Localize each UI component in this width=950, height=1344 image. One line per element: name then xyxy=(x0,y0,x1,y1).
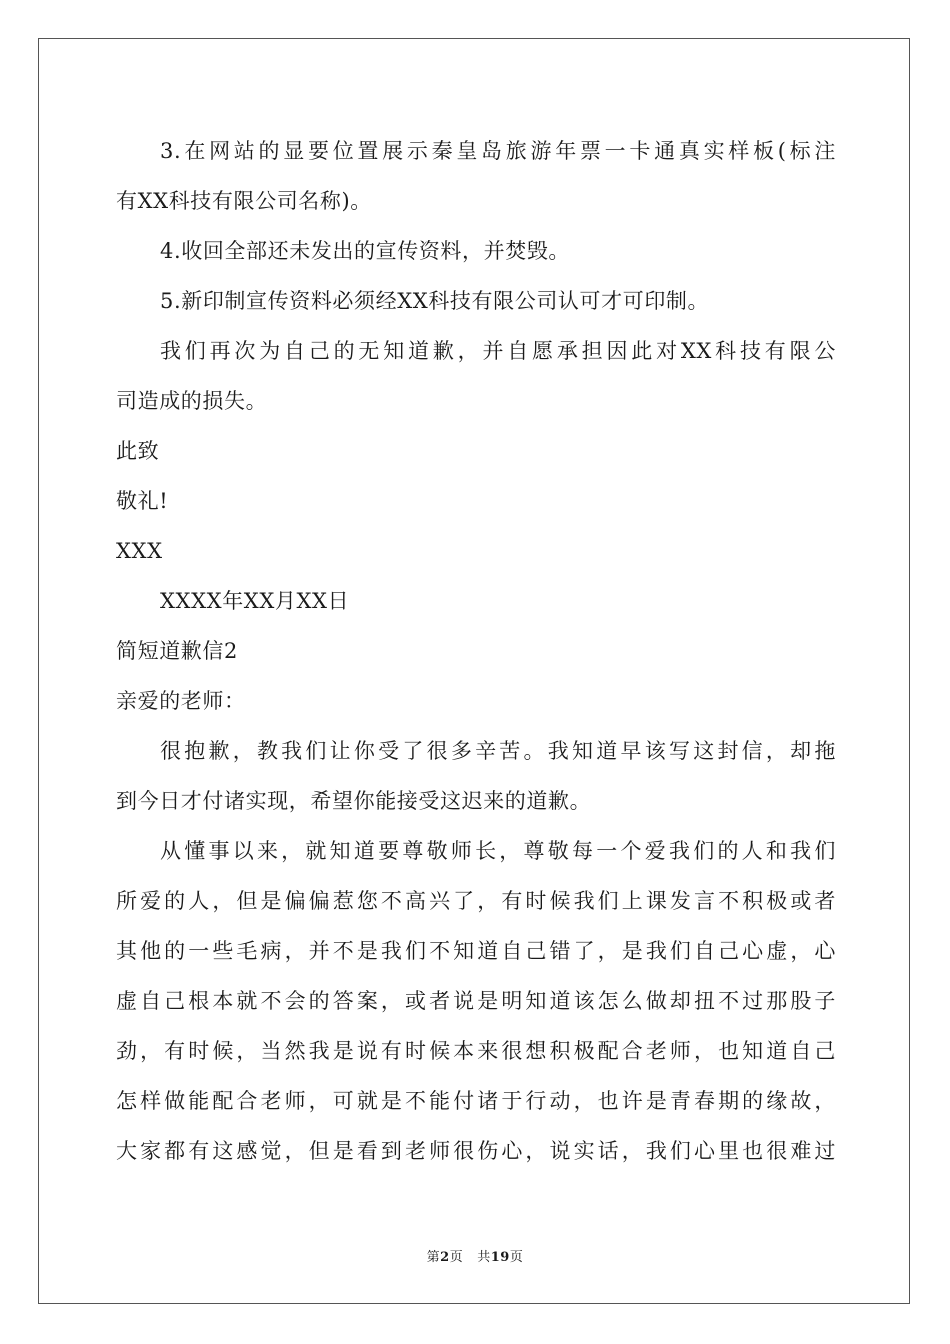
paragraph-line: 5.新印制宣传资料必须经XX科技有限公司认可才可印制。 xyxy=(160,289,710,313)
current-page-number: 2 xyxy=(440,1250,450,1265)
paragraph-line: 司造成的损失。 xyxy=(116,389,268,413)
total-suffix: 页 xyxy=(509,1250,524,1265)
total-prefix: 共 xyxy=(477,1250,491,1265)
paragraph-line: 大家都有这感觉，但是看到老师很伤心，说实话，我们心里也很难过 xyxy=(116,1139,836,1163)
paragraph-line: 我们再次为自己的无知道歉，并自愿承担因此对XX科技有限公 xyxy=(160,339,836,363)
paragraph-line: 到今日才付诸实现，希望你能接受这迟来的道歉。 xyxy=(116,789,592,813)
paragraph-line: 虚自己根本就不会的答案，或者说是明知道该怎么做却扭不过那股子 xyxy=(116,989,836,1013)
salutation-line: 敬礼! xyxy=(116,489,169,513)
paragraph-line: 怎样做能配合老师，可就是不能付诸于行动，也许是青春期的缘故， xyxy=(116,1089,836,1113)
signature-line: XXX xyxy=(116,539,163,563)
paragraph-line: 很抱歉，教我们让你受了很多辛苦。我知道早该写这封信，却拖 xyxy=(160,739,836,763)
page-footer xyxy=(0,1246,950,1265)
document-body xyxy=(116,126,836,1176)
paragraph-line: 所爱的人，但是偏偏惹您不高兴了，有时候我们上课发言不积极或者 xyxy=(116,889,836,913)
paragraph-line: 从懂事以来，就知道要尊敬师长，尊敬每一个爱我们的人和我们 xyxy=(160,839,836,863)
greeting-line: 亲爱的老师： xyxy=(116,689,246,713)
closing-line: 此致 xyxy=(116,439,160,463)
page-prefix: 第 xyxy=(426,1250,441,1265)
section-title: 简短道歉信2 xyxy=(116,639,238,663)
page-suffix: 页 xyxy=(449,1250,464,1265)
paragraph-line: 有XX科技有限公司名称)。 xyxy=(116,189,372,213)
total-page-number: 19 xyxy=(490,1250,510,1265)
date-line: XXXX年XX月XX日 xyxy=(160,589,350,613)
paragraph-line: 3.在网站的显要位置展示秦皇岛旅游年票一卡通真实样板(标注 xyxy=(160,139,836,163)
paragraph-line: 4.收回全部还未发出的宣传资料，并焚毁。 xyxy=(160,239,571,263)
paragraph-line: 劲，有时候，当然我是说有时候本来很想积极配合老师，也知道自己 xyxy=(116,1039,836,1063)
paragraph-line: 其他的一些毛病，并不是我们不知道自己错了，是我们自己心虚，心 xyxy=(116,939,836,963)
